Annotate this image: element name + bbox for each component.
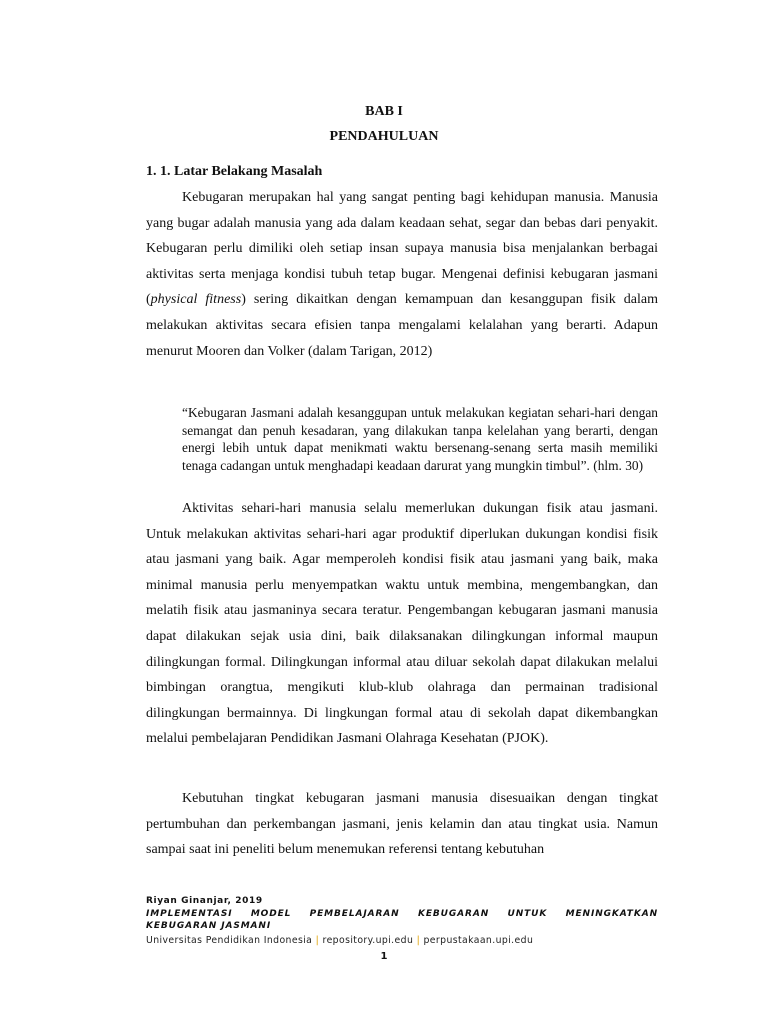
footer-links (146, 935, 658, 946)
paragraph-2 (146, 496, 658, 752)
paragraph-2-text: Aktivitas sehari-hari manusia selalu memerlukan dukungan fisik atau jasmani. Untuk melakukan aktivitas sehari-hari agar produktif diperlukan dukungan kondisi fisik atau jasmani yang baik. Agar memperoleh kondisi fisik atau jasmani yang baik, maka minimal manusia perlu menyempatkan waktu untuk membina, mengembangkan, dan melatih fisik atau jasmaninya secara teratur. Pengembangan kebugaran jasmani manusia dapat dilakukan sejak usia dini, baik dilaksanakan dilingkungan informal maupun dilingkungan formal. Dilingkungan informal atau diluar sekolah dapat dilakukan melalui bimbingan orangtua, mengikuti klub-klub olahraga dan permainan tradisional dilingkungan bermainnya. Di lingkungan formal atau di sekolah dapat dikembangkan melalui pembelajaran Pendidikan Jasmani Olahraga Kesehatan (PJOK). (146, 501, 658, 747)
footer-author: Riyan Ginanjar, 2019 (146, 896, 263, 906)
footer-thesis-title: IMPLEMENTASI MODEL PEMBELAJARAN KEBUGARAN UNTUK MENINGKATKAN KEBUGARAN JASMANI (146, 909, 658, 931)
chapter-title: PENDAHULUAN (329, 129, 439, 144)
chapter-label: BAB I (365, 104, 403, 119)
paragraph-1-italic: physical fitness (150, 292, 242, 308)
section-heading: 1. 1. Latar Belakang Masalah (146, 164, 323, 179)
block-quote: “Kebugaran Jasmani adalah kesanggupan untuk melakukan kegiatan sehari-hari dengan semangat dan penuh kesadaran, yang dilakukan tanpa kelelahan yang berarti, dengan energi lebih untuk dapat menikmati waktu bersenang-senang serta masih memiliki tenaga cadangan untuk menghadapi keadaan darurat yang mungkin timbul”. (hlm. 30) (182, 405, 658, 474)
paragraph-1 (146, 185, 658, 364)
footer-university: Universitas Pendidikan Indonesia (146, 935, 313, 946)
footer-repository-link[interactable]: repository.upi.edu (322, 935, 414, 946)
paragraph-3-text: Kebutuhan tingkat kebugaran jasmani manusia disesuaikan dengan tingkat pertumbuhan dan perkembangan jasmani, jenis kelamin dan atau tingkat usia. Namun sampai saat ini peneliti belum menemukan referensi tentang kebutuhan (146, 791, 658, 858)
paragraph-1-text-b: ) sering dikaitkan dengan kemampuan dan kesanggupan fisik dalam melakukan aktivitas secara efisien tanpa mengalami kelalahan yang berarti. Adapun menurut Mooren dan Volker (dalam Tarigan, 2012) (146, 292, 658, 359)
footer-separator: | (315, 935, 320, 946)
page-number: 1 (380, 951, 388, 962)
footer-library-link[interactable]: perpustakaan.upi.edu (423, 935, 534, 946)
paragraph-1-text-a: Kebugaran merupakan hal yang sangat penting bagi kehidupan manusia. Manusia yang bugar adalah manusia yang ada dalam keadaan sehat, segar dan bebas dari penyakit. Kebugaran perlu dimiliki oleh setiap insan supaya manusia bisa menjalankan berbagai aktivitas serta menjaga kondisi tubuh tetap bugar. Mengenai definisi kebugaran jasmani ( (146, 190, 658, 308)
footer-separator: | (416, 935, 421, 946)
paragraph-3 (146, 786, 658, 863)
